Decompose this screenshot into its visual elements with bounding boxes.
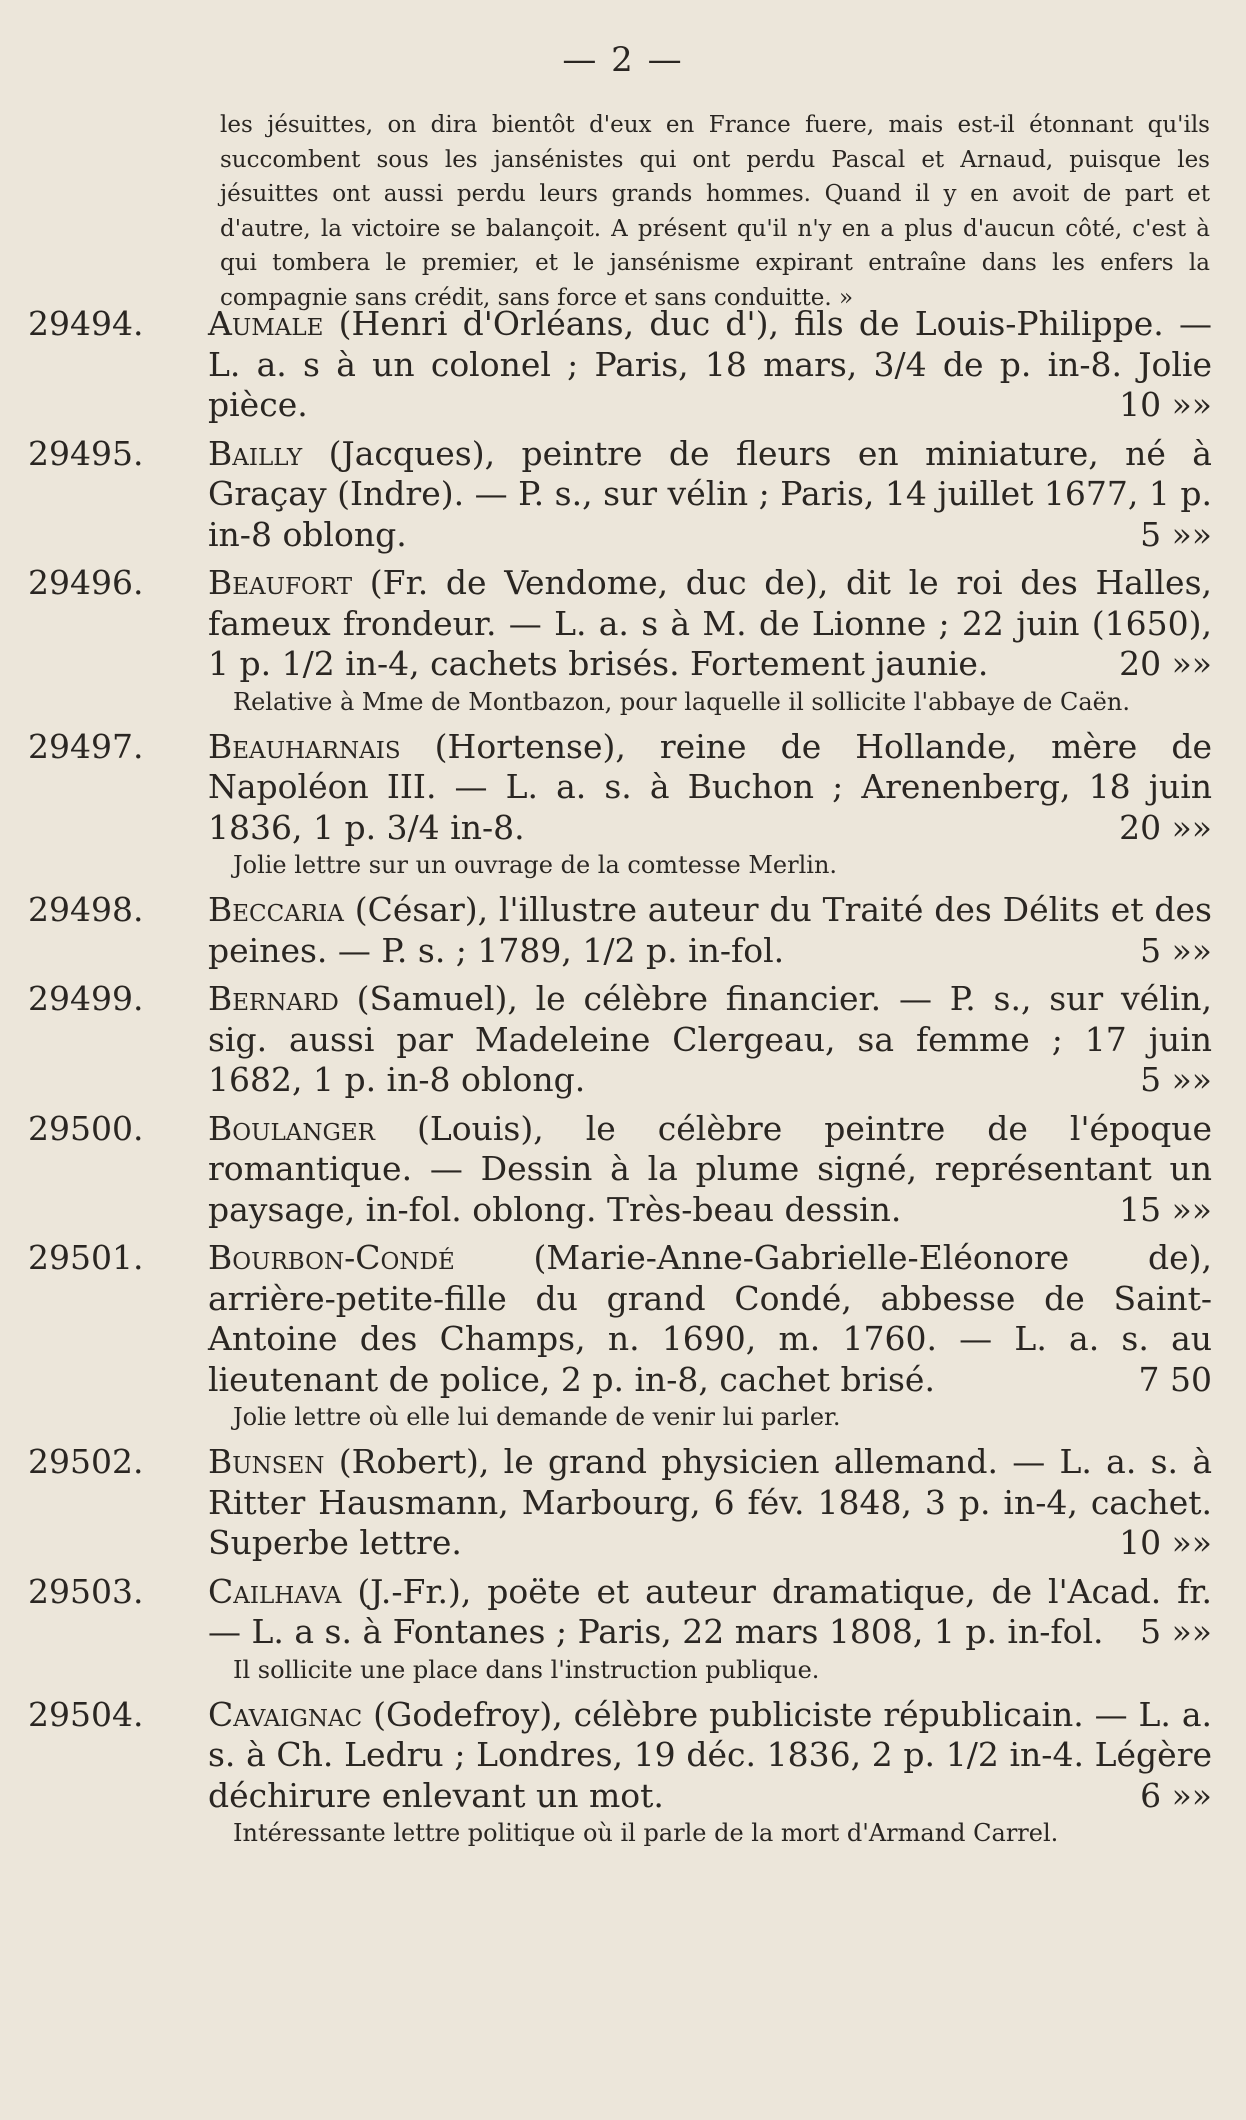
entry-name: Beaufort [208, 563, 353, 602]
catalog-entry [28, 979, 1212, 1101]
entry-description: (Henri d'Orléans, duc d'), fils de Louis-Philippe. — L. a. s à un colonel ; Paris, 18 mars, 3/4 de p. in-8. Jolie pièce. [208, 304, 1212, 424]
entry-number: 29500. [28, 1108, 144, 1148]
intro-paragraph [220, 108, 1210, 315]
entry-number: 29496. [28, 563, 144, 602]
entry-name: Beccaria [208, 890, 344, 929]
entry-price: 5 »» [1140, 514, 1212, 554]
entry-description: (Fr. de Vendome, duc de), dit le roi des Halles, fameux frondeur. — L. a. s à M. de Lionne ; 22 juin (1650), 1 p. 1/2 in-4, cachets brisés. Fortement jaunie. [208, 563, 1213, 683]
entry-note: Il sollicite une place dans l'instruction publique. [233, 1655, 820, 1684]
entry-price: 20 »» [1119, 807, 1212, 847]
entry-description: (Godefroy), célèbre publiciste républicain. — L. a. s. à Ch. Ledru ; Londres, 19 déc. 1836, 2 p. 1/2 in-4. Légère déchirure enlevant un mot. [208, 1694, 1212, 1815]
page-number: — 2 — [562, 40, 684, 80]
entry-description: (Hortense), reine de Hollande, mère de Napoléon III. — L. a. s. à Buchon ; Arenenberg, 18 juin 1836, 1 p. 3/4 in-8. [208, 726, 1212, 847]
entry-price: 6 »» [1140, 1775, 1212, 1815]
entry-price: 5 »» [1140, 1612, 1212, 1651]
entry-number: 29503. [28, 1571, 144, 1611]
entry-description: (Marie-Anne-Gabrielle-Eléonore de), arrière-petite-fille du grand Condé, abbesse de Saint-Antoine des Champs, n. 1690, m. 1760. — L. a. s. au lieutenant de police, 2 p. in-8, cachet brisé. [208, 1238, 1212, 1399]
entry-name: Bunsen [208, 1442, 325, 1481]
entry-number: 29504. [28, 1694, 144, 1734]
entry-number: 29501. [28, 1238, 144, 1277]
catalog-entry [28, 890, 1212, 971]
entry-price: 5 »» [1140, 1060, 1212, 1099]
entry-number: 29499. [28, 979, 144, 1018]
entry-name: Cavaignac [208, 1694, 363, 1734]
catalog-entry [28, 1572, 1212, 1687]
entry-name: Aumale [208, 304, 324, 343]
catalog-entry [28, 1238, 1212, 1434]
entry-number: 29494. [28, 304, 144, 343]
entry-name: Cailhava [208, 1571, 342, 1611]
catalog-entry [28, 563, 1212, 719]
catalog-entry [28, 1442, 1212, 1564]
entry-description: (Jacques), peintre de fleurs en miniature, né à Graçay (Indre). — P. s., sur vélin ; Paris, 14 juillet 1677, 1 p. in-8 oblong. [208, 433, 1212, 554]
entry-name: Bourbon-Condé [208, 1238, 455, 1277]
entry-description: (César), l'illustre auteur du Traité des Délits et des peines. — P. s. ; 1789, 1/2 p. in-fol. [208, 890, 1212, 970]
entry-number: 29502. [28, 1442, 144, 1481]
entry-note: Jolie lettre sur un ouvrage de la comtesse Merlin. [233, 851, 838, 879]
entry-name: Boulanger [208, 1108, 375, 1148]
entry-price: 10 »» [1119, 385, 1212, 424]
entry-list [28, 304, 1212, 1858]
entry-note: Jolie lettre où elle lui demande de venir lui parler. [233, 1403, 841, 1431]
catalog-entry [28, 434, 1212, 556]
entry-price: 5 »» [1140, 930, 1212, 970]
catalog-entry [28, 727, 1212, 883]
entry-number: 29498. [28, 890, 144, 929]
catalog-entry [28, 1109, 1212, 1231]
entry-description: (Robert), le grand physicien allemand. — L. a. s. à Ritter Hausmann, Marbourg, 6 fév. 1848, 3 p. in-4, cachet. Superbe lettre. [208, 1442, 1212, 1562]
catalog-entry [28, 1695, 1212, 1851]
entry-number: 29495. [28, 433, 144, 473]
entry-description: (Louis), le célèbre peintre de l'époque romantique. — Dessin à la plume signé, représentant un paysage, in-fol. oblong. Très-beau dessin. [208, 1108, 1212, 1229]
entry-note: Relative à Mme de Montbazon, pour laquelle il sollicite l'abbaye de Caën. [233, 687, 1130, 716]
entry-description: (J.-Fr.), poëte et auteur dramatique, de l'Acad. fr. — L. a s. à Fontanes ; Paris, 22 mars 1808, 1 p. in-fol. [208, 1571, 1212, 1651]
entry-number: 29497. [28, 726, 144, 766]
entry-name: Beauharnais [208, 726, 401, 766]
entry-price: 7 50 [1138, 1359, 1212, 1399]
entry-description: (Samuel), le célèbre financier. — P. s., sur vélin, sig. aussi par Madeleine Clergeau, sa femme ; 17 juin 1682, 1 p. in-8 oblong. [208, 979, 1212, 1099]
entry-price: 15 »» [1119, 1189, 1212, 1229]
entry-name: Bernard [208, 979, 339, 1018]
catalog-entry [28, 304, 1212, 426]
entry-price: 20 »» [1119, 644, 1212, 683]
intro-text: les jésuittes, on dira bientôt d'eux en France fuere, mais est-il étonnant qu'ils succombent sous les jansénistes qui ont perdu Pascal et Arnaud, puisque les jésuittes ont aussi perdu leurs grands hommes. Quand il y en avoit de part et d'autre, la victoire se balançoit. A présent qu'il n'y en a plus d'aucun côté, c'est à qui tombera le premier, et le jansénisme expirant entraîne dans les enfers la compagnie sans crédit, sans force et sans conduitte. » [220, 112, 1210, 311]
entry-note: Intéressante lettre politique où il parle de la mort d'Armand Carrel. [233, 1819, 1059, 1847]
entry-price: 10 »» [1119, 1523, 1212, 1562]
entry-name: Bailly [208, 433, 303, 473]
